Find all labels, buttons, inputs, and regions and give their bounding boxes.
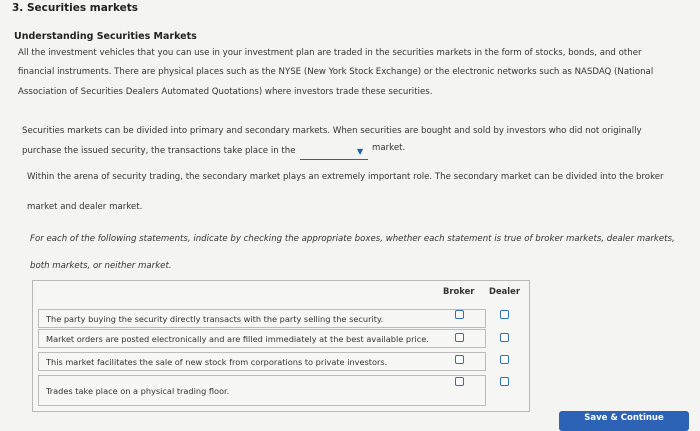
intro-line-3: Association of Securities Dealers Automated Quotations) where investors trade these securities. <box>18 87 433 97</box>
checkbox-row2-dealer[interactable] <box>500 333 509 342</box>
section-heading: 3. Securities markets <box>12 2 139 14</box>
checkbox-row4-broker[interactable] <box>455 377 464 386</box>
checkbox-row2-broker[interactable] <box>455 333 464 342</box>
checkbox-row3-dealer[interactable] <box>500 355 509 364</box>
caret-down-icon[interactable]: ▼ <box>357 147 364 156</box>
markets-line-2-suffix: market. <box>372 143 406 153</box>
checkbox-row4-dealer[interactable] <box>500 377 509 386</box>
instruction-line-2: both markets, or neither market. <box>30 261 172 271</box>
markets-line-2: purchase the issued security, the transactions take place in the <box>22 146 296 156</box>
instruction-line-1: For each of the following statements, indicate by checking the appropriate boxes, whether each statement is true of broker markets, dealer markets, <box>30 234 675 244</box>
table-row: The party buying the security directly transacts with the party selling the security. <box>38 309 486 328</box>
markets-line-1: Securities markets can be divided into primary and secondary markets. When securities are bought and sold by investors who did not originally <box>22 126 642 136</box>
checkbox-row1-broker[interactable] <box>455 310 464 319</box>
secondary-line-1: Within the arena of security trading, the secondary market plays an extremely important role. The secondary market can be divided into the broker <box>27 172 664 182</box>
table-row: This market facilitates the sale of new stock from corporations to private investors. <box>38 352 486 371</box>
secondary-line-2: market and dealer market. <box>27 202 143 212</box>
intro-line-1: All the investment vehicles that you can use in your investment plan are traded in the securities markets in the form of stocks, bonds, and other <box>18 48 642 58</box>
checkbox-row3-broker[interactable] <box>455 355 464 364</box>
save-continue-button[interactable]: Save & Continue <box>559 411 689 431</box>
column-header-dealer: Dealer <box>489 286 520 296</box>
intro-line-2: financial instruments. There are physical places such as the NYSE (New York Stock Exchange) or the electronic networks such as NASDAQ (National <box>18 67 654 77</box>
table-row: Market orders are posted electronically and are filled immediately at the best available price. <box>38 329 486 348</box>
checkbox-row1-dealer[interactable] <box>500 310 509 319</box>
section-subheading: Understanding Securities Markets <box>14 31 197 42</box>
column-header-broker: Broker <box>443 286 475 296</box>
table-row: Trades take place on a physical trading floor. <box>38 375 486 406</box>
